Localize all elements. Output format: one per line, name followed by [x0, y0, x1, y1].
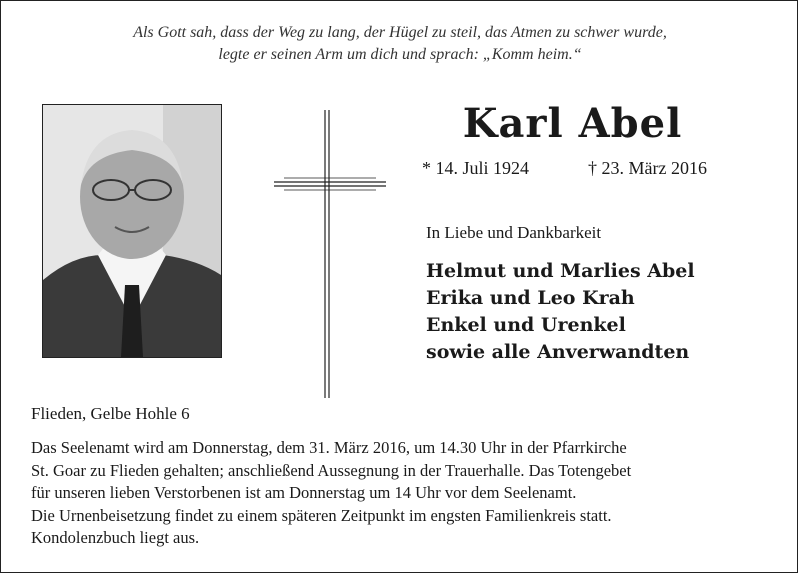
notice-line: Das Seelenamt wird am Donnerstag, dem 31. März 2016, um 14.30 Uhr in der Pfarrkirche [31, 438, 627, 457]
quote-line-1: Als Gott sah, dass der Weg zu lang, der Hügel zu steil, das Atmen zu schwer wurde, [133, 24, 667, 41]
notice-line: Die Urnenbeisetzung findet zu einem späteren Zeitpunkt im engsten Familienkreis statt. [31, 505, 612, 525]
mourner-name: Helmut und Marlies Abel [426, 260, 695, 282]
mourner-name: Erika und Leo Krah [426, 287, 635, 309]
portrait-photo [42, 104, 222, 358]
notice-line: für unseren lieben Verstorbenen ist am Donnerstag um 14 Uhr vor dem Seelenamt. [31, 483, 577, 502]
mourners-list [426, 258, 695, 366]
notice-line: St. Goar zu Flieden gehalten; anschließend Aussegnung in der Trauerhalle. Das Totengebet [31, 460, 632, 480]
address: Flieden, Gelbe Hohle 6 [31, 404, 190, 423]
memorial-quote [0, 22, 800, 66]
deceased-name: Karl Abel [462, 100, 683, 147]
mourner-name: Enkel und Urenkel [426, 314, 626, 336]
mourners-intro: In Liebe und Dankbarkeit [426, 223, 602, 242]
notice-line: Kondolenzbuch liegt aus. [31, 528, 200, 547]
quote-line-2: legte er seinen Arm um dich und sprach: „Komm heim.“ [218, 46, 582, 63]
service-notice [31, 437, 771, 550]
mourner-name: sowie alle Anverwandten [426, 341, 690, 363]
cross-icon [270, 110, 390, 400]
death-date: † 23. März 2016 [588, 158, 707, 178]
birth-date: * 14. Juli 1924 [422, 158, 530, 178]
